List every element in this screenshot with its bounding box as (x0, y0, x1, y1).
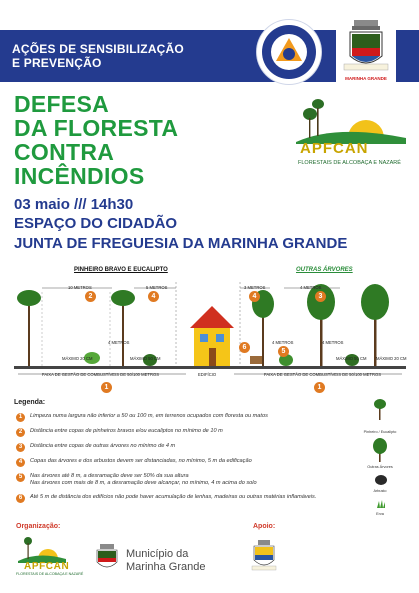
legend-item (16, 494, 356, 506)
legend-text: Distância entre copas de pinheiros bravos e/ou eucaliptos no mínimo de 10 m (30, 428, 223, 434)
support-label: Apoio: (253, 523, 276, 530)
oak-legend-icon (372, 438, 388, 462)
legend-item (16, 473, 356, 493)
max-20cm-label-left: MÁXIMO 20 CM (62, 356, 93, 361)
title-line4: INCÊNDIOS (14, 163, 145, 189)
diagram-badge-4-left: 4 (148, 291, 159, 302)
legend-text: Copas das árvores e dos arbustos devem ser distanciadas, no mínimo, 5 m da edificação (30, 458, 252, 464)
municipality-name-line2: Marinha Grande (126, 561, 206, 573)
apfcan-word: APFCAN (300, 140, 369, 157)
diagram-badge-2: 2 (85, 291, 96, 302)
civil-protection-seal (257, 20, 321, 84)
header-title (12, 42, 184, 70)
page-title (14, 92, 178, 188)
legend-item (16, 443, 356, 455)
house-icon (190, 306, 234, 366)
fuel-management-diagram (0, 262, 419, 390)
municipality-coat-of-arms (336, 18, 396, 88)
diagram-badge-1-right: 1 (314, 382, 325, 393)
diagram-left-heading: PINHEIRO BRAVO E EUCALIPTO (74, 267, 168, 273)
civil-protection-seal-icon (260, 23, 318, 81)
header-line2: E PREVENÇÃO (12, 56, 102, 70)
organization-label: Organização: (16, 523, 61, 530)
footer-apfcan-subtitle: FLORESTAIS DE ALCOBAÇA E NAZARÉ (16, 572, 84, 576)
firewood-pile-icon (250, 356, 262, 364)
event-datetime: 03 maio /// 14h30 (14, 196, 134, 213)
event-place: ESPAÇO DO CIDADÃO (14, 215, 178, 232)
legend-item (16, 413, 356, 425)
legend-side-caption: Outras Árvores (367, 465, 393, 469)
band-center-label: EDIFÍCIO (198, 372, 217, 377)
title-line3: CONTRA (14, 139, 115, 165)
footer-apfcan-word: APFCAN (24, 561, 70, 572)
diagram-badge-1-left: 1 (101, 382, 112, 393)
legend-item (16, 458, 356, 470)
parish-crest-icon (250, 540, 278, 572)
legend-side-caption: Arbusto (373, 489, 387, 493)
diagram-badge-5: 5 (278, 346, 289, 357)
apfcan-logo (296, 94, 416, 174)
height-4m-label-c: 4 METROS (322, 340, 344, 345)
legend-number: 2 (16, 428, 25, 437)
oak-tree-icon (361, 284, 389, 366)
municipality-caption: MARINHA GRANDE (345, 76, 387, 81)
legend-side-caption: Erva (376, 512, 384, 516)
dist-4m-label: 4 METROS (300, 285, 322, 290)
legend-title: Legenda: (14, 399, 46, 406)
dist-5m-label: 5 METROS (146, 285, 168, 290)
title-line2: DA FLORESTA (14, 115, 179, 141)
legend-text: Distância entre copas de outras árvores no mínimo de 4 m (30, 443, 176, 449)
apfcan-logo-icon (296, 94, 416, 144)
legend-text: Limpeza numa largura não inferior a 50 ou 100 m, em terrenos ocupados com floresta ou matos (30, 413, 268, 419)
height-4m-label-b: 4 METROS (272, 340, 294, 345)
municipality-footer-crest-icon (94, 544, 120, 574)
dist-3m-label: 3 METROS (244, 285, 266, 290)
shrub-legend-icon (374, 474, 388, 486)
apfcan-subtitle: FLORESTAIS DE ALCOBAÇA E NAZARÉ (298, 160, 401, 166)
diagram-right-heading: OUTRAS ÁRVORES (296, 267, 353, 273)
max-50cm-label-left: MÁXIMO 50 CM (130, 356, 161, 361)
max-50cm-label-right: MÁXIMO 50 CM (336, 356, 367, 361)
dist-10m-label: 10 METROS (68, 285, 92, 290)
legend-side-caption: Pinheiro / Eucalipto (363, 430, 397, 434)
diagram-badge-3: 3 (315, 291, 326, 302)
title-line1: DEFESA (14, 91, 110, 117)
grass-legend-icon (376, 500, 386, 508)
band-left-label: FAIXA DE GESTÃO DE COMBUSTÍVEIS DE 50/100 METROS (42, 372, 160, 377)
legend-text: Até 5 m de distância dos edifícios não pode haver acumulação de lenhas, madeiras ou outras matérias inflamáveis. (30, 494, 317, 500)
municipality-name-line1: Município da (126, 548, 189, 560)
coat-of-arms-icon (336, 18, 396, 76)
apfcan-footer-logo-icon (18, 533, 68, 563)
height-4m-label-a: 4 METROS (108, 340, 130, 345)
ground-line (14, 366, 406, 369)
legend-number: 1 (16, 413, 25, 422)
diagram-badge-6: 6 (239, 342, 250, 353)
legend-item (16, 428, 356, 440)
legend-number: 3 (16, 443, 25, 452)
legend-text: Nas árvores até 8 m, a desramação deve ser 50% da sua altura Nas árvores com mais de 8 m, a desramação deve alcançar, no mínimo, 4 m acima do solo (30, 473, 257, 486)
pine-tree-icon (111, 290, 135, 366)
pine-tree-icon (17, 290, 41, 366)
legend-number: 5 (16, 473, 25, 482)
diagram-badge-4-right: 4 (249, 291, 260, 302)
legend-number: 6 (16, 494, 25, 503)
band-right-label: FAIXA DE GESTÃO DE COMBUSTÍVEIS DE 50/100 METROS (264, 372, 382, 377)
pine-legend-icon (372, 398, 388, 420)
event-venue: JUNTA DE FREGUESIA DA MARINHA GRANDE (14, 235, 348, 252)
max-20cm-label-right: MÁXIMO 20 CM (376, 356, 407, 361)
municipality-name (126, 548, 206, 574)
header-line1: AÇÕES DE SENSIBILIZAÇÃO (12, 42, 184, 56)
legend-number: 4 (16, 458, 25, 467)
